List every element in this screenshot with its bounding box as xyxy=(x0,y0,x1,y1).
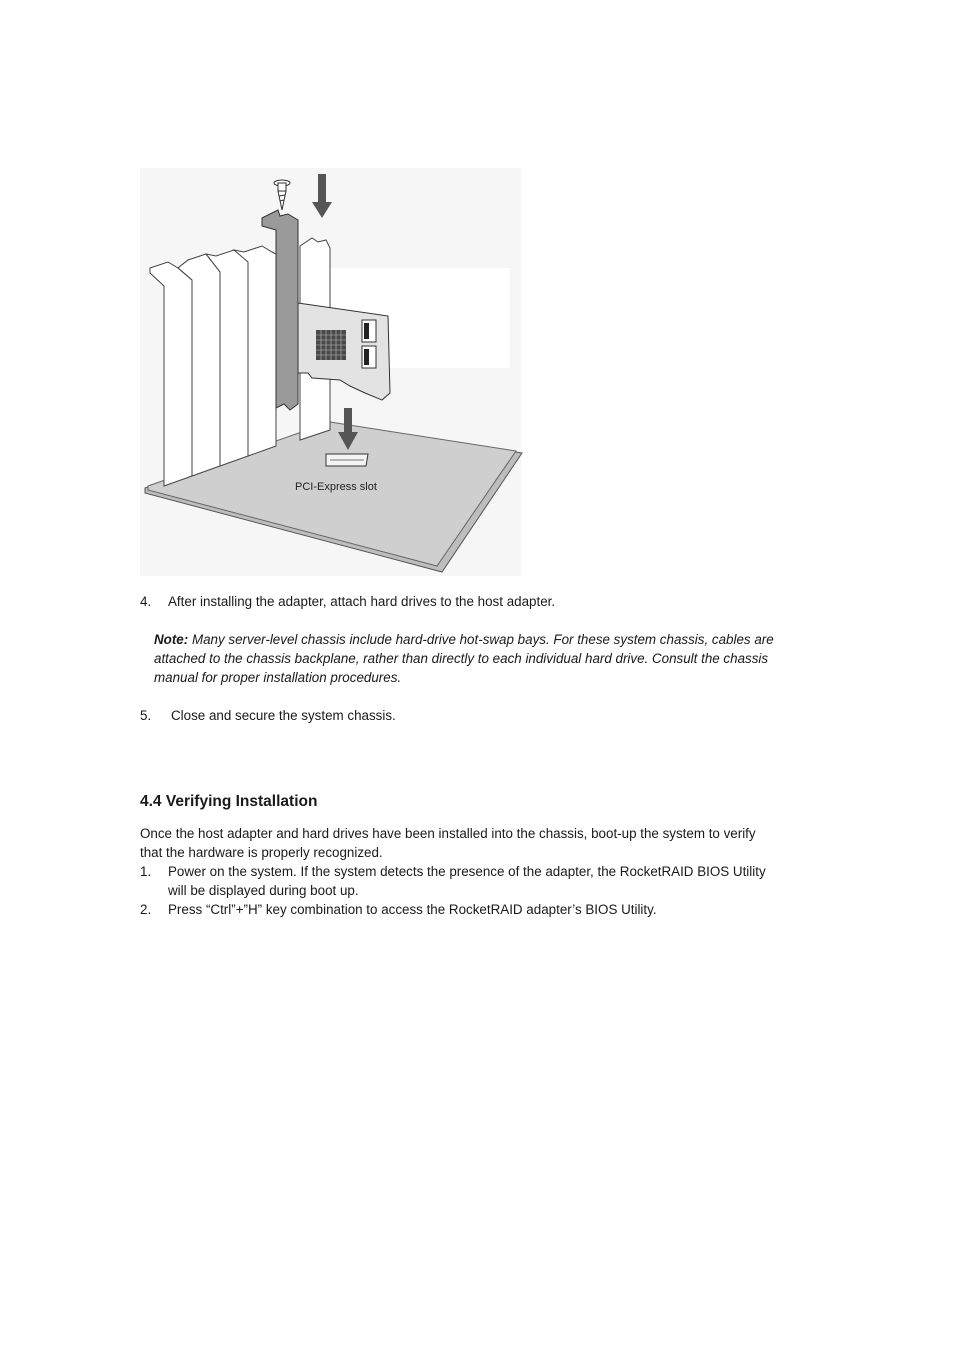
step-5-number: 5. xyxy=(140,708,152,723)
note-text-1: Many server-level chassis include hard-drive hot-swap bays. For these system chassis, cables are xyxy=(188,632,774,647)
step-5-text: Close and secure the system chassis. xyxy=(171,708,396,723)
verify-step-1-line-1: Power on the system. If the system detects the presence of the adapter, the RocketRAID BIOS Utility xyxy=(168,864,766,879)
note-text-2: attached to the chassis backplane, rather than directly to each individual hard drive. Consult the chassis xyxy=(154,651,769,666)
verify-step-1-line-2: will be displayed during boot up. xyxy=(168,883,359,898)
step-4-number: 4. xyxy=(140,594,152,609)
intro-line-2: that the hardware is properly recognized. xyxy=(140,845,383,860)
note-line-1 xyxy=(154,630,774,649)
step-4-text: After installing the adapter, attach hard drives to the host adapter. xyxy=(168,594,556,609)
installation-figure xyxy=(140,168,523,576)
note-text-3: manual for proper installation procedures. xyxy=(154,670,402,685)
pci-express-slot-illustration xyxy=(326,454,368,466)
verify-step-2-line-1: Press “Ctrl”+”H” key combination to access the RocketRAID adapter’s BIOS Utility. xyxy=(168,902,657,917)
intro-line-1: Once the host adapter and hard drives have been installed into the chassis, boot-up the system to verify xyxy=(140,826,756,841)
note-label: Note: xyxy=(154,632,189,647)
section-heading: 4.4 Verifying Installation xyxy=(140,793,318,810)
verify-step-2-number: 2. xyxy=(140,902,152,917)
verify-step-1-number: 1. xyxy=(140,864,152,879)
pci-express-slot-label: PCI-Express slot xyxy=(295,481,377,493)
